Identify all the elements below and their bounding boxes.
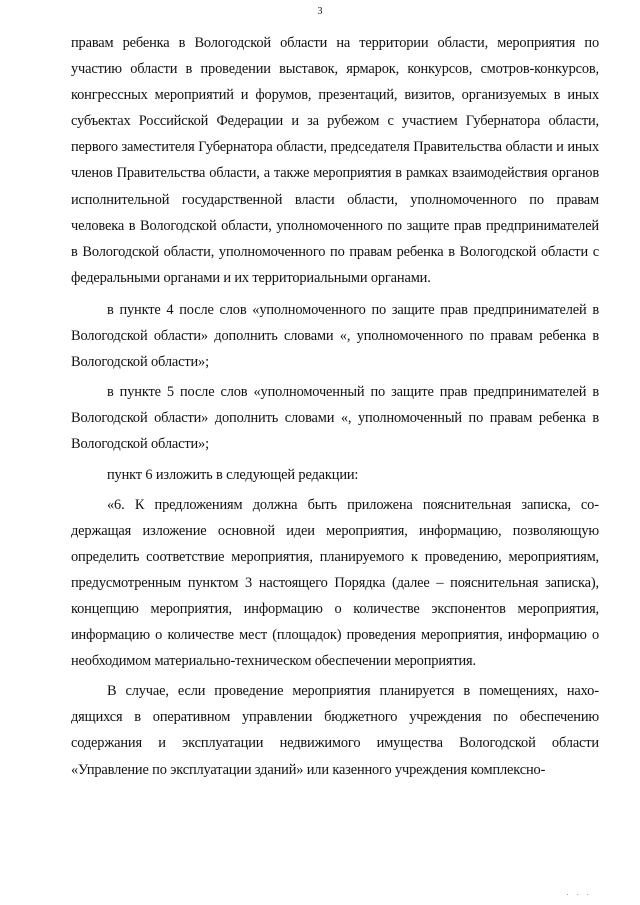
scan-corner-marks: · · · [566, 891, 592, 899]
paragraph-item-6-intro: пункт 6 изложить в следующей редакции: [107, 466, 359, 483]
paragraph-item-6-text: «6. К предложениям должна быть приложена пояснительная записка, содержащая изложение основной идеи мероприятия, информацию, позволяющую определить соответствие мероприятия, планируемого к проведению, мероприятиям, предусмотренным пунктом 3 настоящего Порядка (далее – пояснительная записка), концепцию мероприятия, информацию о количестве экспонентов мероприятия, информацию о количестве мест (площадок) проведения мероприятия, информацию о необходимом материально-техническом обеспечении мероприятия. [71, 496, 599, 670]
paragraph-premises-case: В случае, если проведение мероприятия планируется в помещениях, находящихся в оперативном управлении бюджетного учреждения по обеспечению содержания и эксплуатации недвижимого имущества Вологодской области «Управление по эксплуатации зданий» или казенного учреждения комплексно- [71, 683, 599, 778]
paragraph-continuation: правам ребенка в Вологодской области на территории области, мероприятия по участию области в проведении выставок, ярмарок, конкурсов, смотров-конкурсов, конгрессных мероприятий и форумов, презентаций, визитов, организуемых в иных субъектах Российской Федерации и за рубежом с участием Губернатора области, первого заместителя Губернатора области, председателя Правительства области и иных членов Правительства области, а также мероприятия в рамках взаимодействия органов исполнительной государственной власти области, уполномоченного по правам человека в Вологодской области, уполномоченного по защите прав предпринимателей в Вологодской области, уполномоченного по правам ребенка в Вологодской области с федеральными органами и их территориальными органами. [71, 35, 599, 286]
paragraph-item-5-amendment: в пункте 5 после слов «уполномоченный по защите прав предпринимателей в Вологодской области» дополнить словами «, уполномоченный по правам ребенка в Вологодской области»; [71, 384, 599, 453]
paragraph-item-4-amendment: в пункте 4 после слов «уполномоченного по защите прав предпринимателей в Вологодской области» дополнить словами «, уполномоченного по правам ребенка в Вологодской области»; [71, 301, 599, 371]
document-body [71, 30, 599, 787]
page-number: 3 [317, 6, 323, 17]
